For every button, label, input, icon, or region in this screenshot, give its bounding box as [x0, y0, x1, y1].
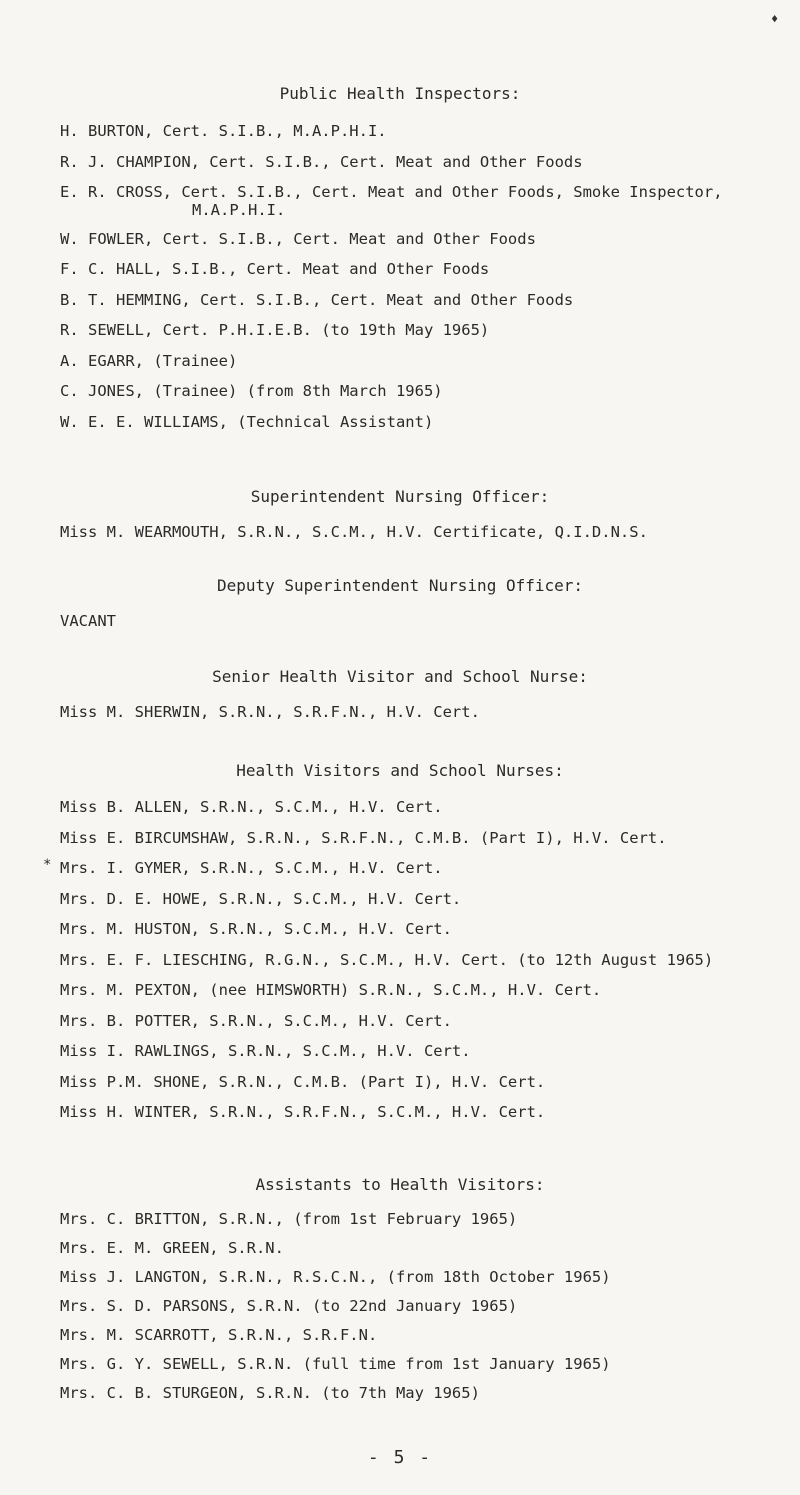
list-item: C. JONES, (Trainee) (from 8th March 1965): [60, 382, 443, 400]
list-item: B. T. HEMMING, Cert. S.I.B., Cert. Meat and Other Foods: [60, 290, 574, 309]
list-item: Mrs. B. POTTER, S.R.N., S.C.M., H.V. Cert.: [60, 1011, 452, 1030]
section-heading: Health Visitors and School Nurses:: [236, 761, 564, 780]
list-item: Miss H. WINTER, S.R.N., S.R.F.N., S.C.M., H.V. Cert.: [60, 1103, 546, 1121]
list-item: Miss B. ALLEN, S.R.N., S.C.M., H.V. Cert.: [60, 798, 443, 816]
list-item: W. E. E. WILLIAMS, (Technical Assistant): [60, 412, 434, 431]
list-item: R. J. CHAMPION, Cert. S.I.B., Cert. Meat and Other Foods: [60, 152, 583, 171]
section-heading: Deputy Superintendent Nursing Officer:: [216, 576, 584, 595]
list-item: Miss E. BIRCUMSHAW, S.R.N., S.R.F.N., C.M.B. (Part I), H.V. Cert.: [60, 828, 667, 847]
list-item: Mrs. C. B. STURGEON, S.R.N. (to 7th May 1965): [60, 1384, 480, 1402]
staff-list: [0, 1205, 800, 1408]
list-item: Miss M. SHERWIN, S.R.N., S.R.F.N., H.V. Cert.: [60, 703, 480, 721]
list-item: Mrs. C. BRITTON, S.R.N., (from 1st February 1965): [60, 1210, 518, 1228]
list-item: Mrs. D. E. HOWE, S.R.N., S.C.M., H.V. Cert.: [60, 889, 462, 908]
section-superintendent-nursing-officer: [0, 489, 800, 548]
section-deputy-superintendent: [0, 578, 800, 637]
page-number: - 5 -: [367, 1447, 433, 1468]
list-item: H. BURTON, Cert. S.I.B., M.A.P.H.I.: [60, 122, 387, 140]
section-assistants-to-health-visitors: [0, 1177, 800, 1408]
section-senior-health-visitor: [0, 669, 800, 728]
staff-list: [0, 116, 800, 437]
staff-list: [0, 606, 800, 637]
section-heading: Senior Health Visitor and School Nurse:: [212, 667, 588, 686]
asterisk-mark: *: [43, 857, 52, 873]
list-item: Mrs. I. GYMER, S.R.N., S.C.M., H.V. Cert.: [60, 859, 443, 877]
list-item: Miss P.M. SHONE, S.R.N., C.M.B. (Part I), H.V. Cert.: [60, 1072, 546, 1091]
staff-list: [0, 517, 800, 548]
list-item: Mrs. M. HUSTON, S.R.N., S.C.M., H.V. Cert.: [60, 920, 452, 938]
section-heading: Superintendent Nursing Officer:: [250, 487, 550, 506]
list-item: W. FOWLER, Cert. S.I.B., Cert. Meat and Other Foods: [60, 229, 536, 248]
list-item: Miss M. WEARMOUTH, S.R.N., S.C.M., H.V. Certificate, Q.I.D.N.S.: [60, 523, 648, 541]
list-item: Mrs. E. F. LIESCHING, R.G.N., S.C.M., H.V. Cert. (to 12th August 1965): [60, 950, 714, 969]
list-item: A. EGARR, (Trainee): [60, 351, 238, 370]
list-item: F. C. HALL, S.I.B., Cert. Meat and Other Foods: [60, 260, 490, 278]
list-item: Mrs. M. SCARROTT, S.R.N., S.R.F.N.: [60, 1326, 378, 1344]
list-item: Mrs. G. Y. SEWELL, S.R.N. (full time from 1st January 1965): [60, 1355, 611, 1373]
list-item-continuation: M.A.P.H.I.: [192, 200, 286, 219]
list-item: Mrs. M. PEXTON, (nee HIMSWORTH) S.R.N., S.C.M., H.V. Cert.: [60, 981, 602, 999]
list-item: Mrs. E. M. GREEN, S.R.N.: [60, 1239, 284, 1257]
section-public-health-inspectors: [0, 86, 800, 437]
section-heading: Public Health Inspectors:: [279, 84, 521, 103]
staff-list: [0, 792, 800, 1128]
list-item: E. R. CROSS, Cert. S.I.B., Cert. Meat and Other Foods, Smoke Inspector,: [60, 183, 723, 201]
staff-list: [0, 697, 800, 728]
list-item: Mrs. S. D. PARSONS, S.R.N. (to 22nd January 1965): [60, 1297, 518, 1315]
list-item: VACANT: [60, 612, 116, 630]
list-item: Miss J. LANGTON, S.R.N., R.S.C.N., (from 18th October 1965): [60, 1268, 611, 1286]
list-item: Miss I. RAWLINGS, S.R.N., S.C.M., H.V. Cert.: [60, 1042, 471, 1060]
section-heading: Assistants to Health Visitors:: [255, 1175, 545, 1194]
list-item: R. SEWELL, Cert. P.H.I.E.B. (to 19th May 1965): [60, 321, 490, 339]
corner-mark: ♦: [771, 12, 779, 26]
section-health-visitors: [0, 763, 800, 1128]
